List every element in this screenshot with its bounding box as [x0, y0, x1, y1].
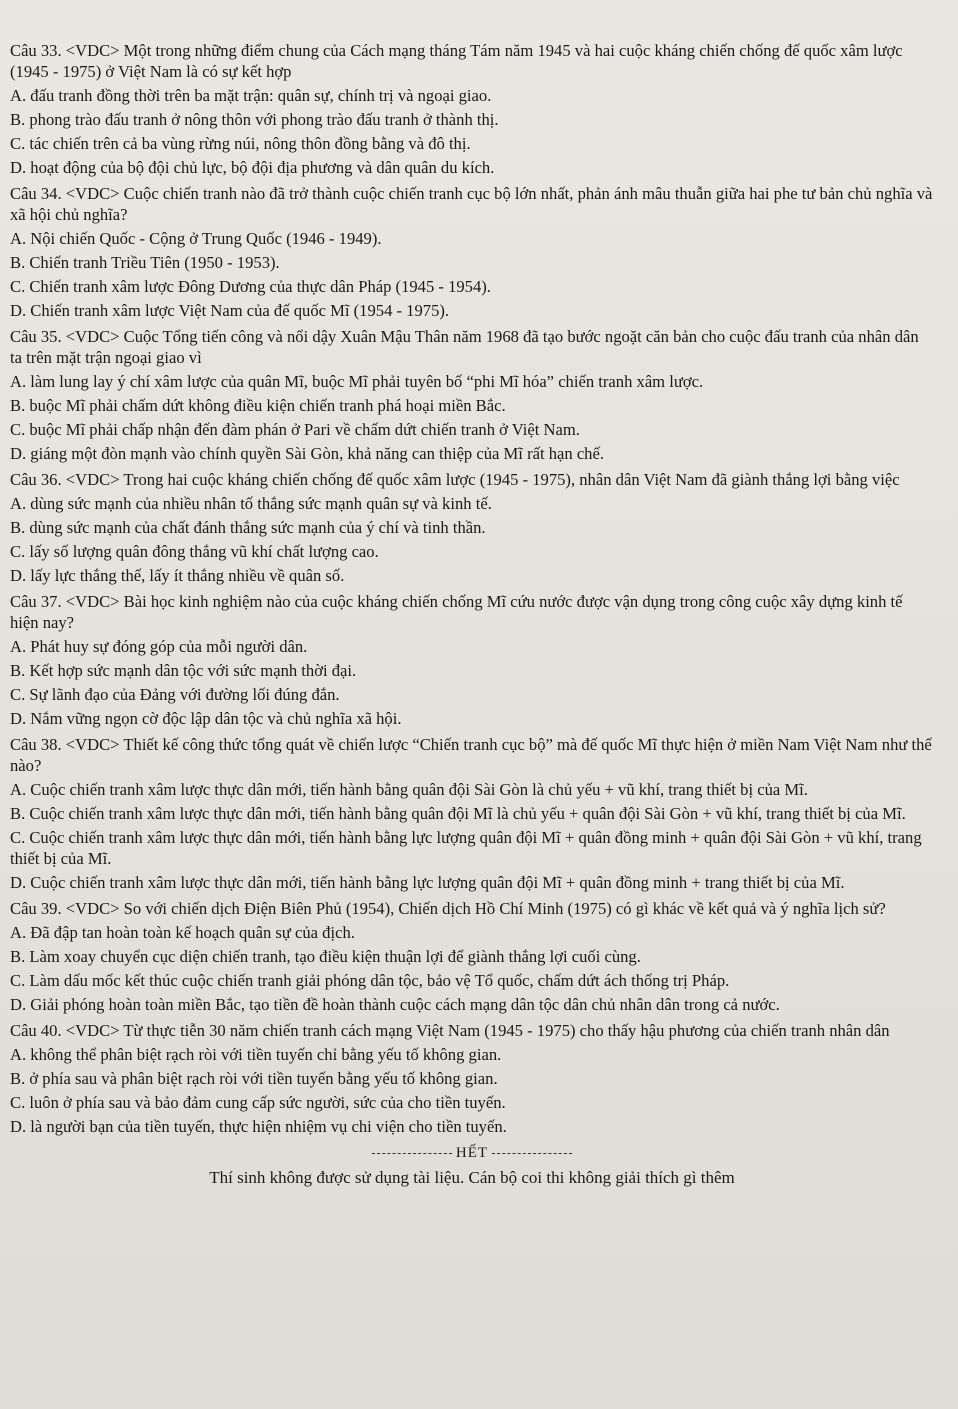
option-c: C. Sự lãnh đạo của Đảng với đường lối đúng đắn.: [10, 685, 340, 704]
option-a: A. không thể phân biệt rạch ròi với tiền tuyến chỉ bằng yếu tố không gian.: [10, 1045, 502, 1064]
option-d: D. Chiến tranh xâm lược Việt Nam của đế quốc Mĩ (1954 - 1975).: [10, 301, 450, 320]
option-b: B. dùng sức mạnh của chất đánh thắng sức mạnh của ý chí và tinh thần.: [10, 518, 486, 537]
footer-note: Thí sinh không được sử dụng tài liệu. Cán bộ coi thi không giải thích gì thêm: [209, 1168, 735, 1187]
option-d: D. giáng một đòn mạnh vào chính quyền Sài Gòn, khả năng can thiệp của Mĩ rất hạn chế.: [10, 444, 604, 463]
question-34: [10, 183, 934, 321]
option-c: C. Chiến tranh xâm lược Đông Dương của thực dân Pháp (1945 - 1954).: [10, 277, 491, 296]
option-b: B. Làm xoay chuyển cục diện chiến tranh, tạo điều kiện thuận lợi để giành thắng lợi cuối cùng.: [10, 947, 641, 966]
question-stem: [10, 469, 934, 490]
question-text: <VDC> So với chiến dịch Điện Biên Phủ (1954), Chiến dịch Hồ Chí Minh (1975) có gì khác về kết quả và ý nghĩa lịch sử?: [65, 899, 886, 918]
option-d: D. Cuộc chiến tranh xâm lược thực dân mới, tiến hành bằng lực lượng quân đội Mĩ + quân đồng minh + trang thiết bị của Mĩ.: [10, 873, 845, 892]
option-a: A. Đã đập tan hoàn toàn kế hoạch quân sự của địch.: [10, 923, 355, 942]
option-c: C. Làm dấu mốc kết thúc cuộc chiến tranh giải phóng dân tộc, bảo vệ Tổ quốc, chấm dứt ách thống trị Pháp.: [10, 971, 730, 990]
question-stem: [10, 591, 934, 633]
option-b: B. Cuộc chiến tranh xâm lược thực dân mới, tiến hành bằng quân đội Mĩ là chủ yếu + quân đội Sài Gòn + vũ khí, trang thiết bị của Mĩ.: [10, 804, 906, 823]
question-number: Câu 40.: [10, 1021, 62, 1040]
option-c: C. lấy số lượng quân đông thắng vũ khí chất lượng cao.: [10, 542, 379, 561]
option-d: D. là người bạn của tiền tuyến, thực hiện nhiệm vụ chi viện cho tiền tuyến.: [10, 1117, 507, 1136]
option-a: A. Cuộc chiến tranh xâm lược thực dân mới, tiến hành bằng quân đội Sài Gòn là chủ yếu + vũ khí, trang thiết bị của Mĩ.: [10, 780, 808, 799]
option-a: A. làm lung lay ý chí xâm lược của quân Mĩ, buộc Mĩ phải tuyên bố “phi Mĩ hóa” chiến tranh xâm lược.: [10, 372, 704, 391]
question-text: <VDC> Thiết kế công thức tổng quát về chiến lược “Chiến tranh cục bộ” mà đế quốc Mĩ thực hiện ở miền Nam Việt Nam như thế nào?: [10, 735, 932, 775]
option-d: D. hoạt động của bộ đội chủ lực, bộ đội địa phương và dân quân du kích.: [10, 158, 495, 177]
option-c: C. luôn ở phía sau và bảo đảm cung cấp sức người, sức của cho tiền tuyến.: [10, 1093, 506, 1112]
option-a: A. đấu tranh đồng thời trên ba mặt trận: quân sự, chính trị và ngoại giao.: [10, 86, 492, 105]
question-text: <VDC> Bài học kinh nghiệm nào của cuộc kháng chiến chống Mĩ cứu nước được vận dụng trong công cuộc xây dựng kinh tế hiện nay?: [10, 592, 903, 632]
question-text: <VDC> Cuộc chiến tranh nào đã trở thành cuộc chiến tranh cục bộ lớn nhất, phản ánh mâu thuẫn giữa hai phe tư bản chủ nghĩa và xã hội chủ nghĩa?: [10, 184, 933, 224]
question-38: [10, 734, 934, 893]
question-number: Câu 34.: [10, 184, 62, 203]
question-number: Câu 36.: [10, 470, 62, 489]
option-a: A. Phát huy sự đóng góp của mỗi người dân.: [10, 637, 308, 656]
option-b: B. ở phía sau và phân biệt rạch ròi với tiền tuyến bằng yếu tố không gian.: [10, 1069, 498, 1088]
option-d: D. Giải phóng hoàn toàn miền Bắc, tạo tiền đề hoàn thành cuộc cách mạng dân tộc dân chủ nhân dân trong cả nước.: [10, 995, 780, 1014]
option-d: D. Nắm vững ngọn cờ độc lập dân tộc và chủ nghĩa xã hội.: [10, 709, 402, 728]
option-c: C. tác chiến trên cả ba vùng rừng núi, nông thôn đồng bằng và đô thị.: [10, 134, 471, 153]
option-b: B. buộc Mĩ phải chấm dứt không điều kiện chiến tranh phá hoại miền Bắc.: [10, 396, 506, 415]
option-b: B. phong trào đấu tranh ở nông thôn với phong trào đấu tranh ở thành thị.: [10, 110, 499, 129]
question-stem: [10, 183, 934, 225]
divider: [492, 1153, 572, 1154]
question-number: Câu 33.: [10, 41, 62, 60]
question-stem: [10, 898, 934, 919]
question-number: Câu 38.: [10, 735, 62, 754]
option-b: B. Chiến tranh Triều Tiên (1950 - 1953).: [10, 253, 280, 272]
question-40: [10, 1020, 934, 1137]
question-stem: [10, 40, 934, 82]
question-stem: [10, 734, 934, 776]
question-39: [10, 898, 934, 1015]
question-number: Câu 37.: [10, 592, 62, 611]
question-37: [10, 591, 934, 729]
question-text: <VDC> Cuộc Tổng tiến công và nổi dậy Xuân Mậu Thân năm 1968 đã tạo bước ngoặt căn bản cho cuộc đấu tranh của nhân dân ta trên mặt trận ngoại giao vì: [10, 327, 919, 367]
question-35: [10, 326, 934, 464]
option-d: D. lấy lực thắng thế, lấy ít thắng nhiều về quân số.: [10, 566, 345, 585]
question-stem: [10, 1020, 934, 1041]
question-text: <VDC> Trong hai cuộc kháng chiến chống đế quốc xâm lược (1945 - 1975), nhân dân Việt Nam đã giành thắng lợi bằng việc: [65, 470, 900, 489]
question-text: <VDC> Một trong những điểm chung của Cách mạng tháng Tám năm 1945 và hai cuộc kháng chiến chống đế quốc xâm lược (1945 - 1975) ở Việt Nam là có sự kết hợp: [10, 41, 903, 81]
option-b: B. Kết hợp sức mạnh dân tộc với sức mạnh thời đại.: [10, 661, 357, 680]
end-marker: [10, 1145, 934, 1162]
option-a: A. dùng sức mạnh của nhiều nhân tố thắng sức mạnh quân sự và kinh tế.: [10, 494, 492, 513]
end-marker-text: HẾT: [455, 1145, 489, 1161]
option-c: C. buộc Mĩ phải chấp nhận đến đàm phán ở Pari về chấm dứt chiến tranh ở Việt Nam.: [10, 420, 580, 439]
option-a: A. Nội chiến Quốc - Cộng ở Trung Quốc (1946 - 1949).: [10, 229, 382, 248]
question-text: <VDC> Từ thực tiễn 30 năm chiến tranh cách mạng Việt Nam (1945 - 1975) cho thấy hậu phương của chiến tranh nhân dân: [65, 1021, 890, 1040]
question-stem: [10, 326, 934, 368]
question-number: Câu 35.: [10, 327, 62, 346]
question-36: [10, 469, 934, 586]
divider: [372, 1153, 452, 1154]
option-c: C. Cuộc chiến tranh xâm lược thực dân mới, tiến hành bằng lực lượng quân đội Mĩ + quân đồng minh + quân đội Sài Gòn + vũ khí, trang thiết bị của Mĩ.: [10, 828, 922, 868]
question-33: [10, 40, 934, 178]
question-number: Câu 39.: [10, 899, 62, 918]
